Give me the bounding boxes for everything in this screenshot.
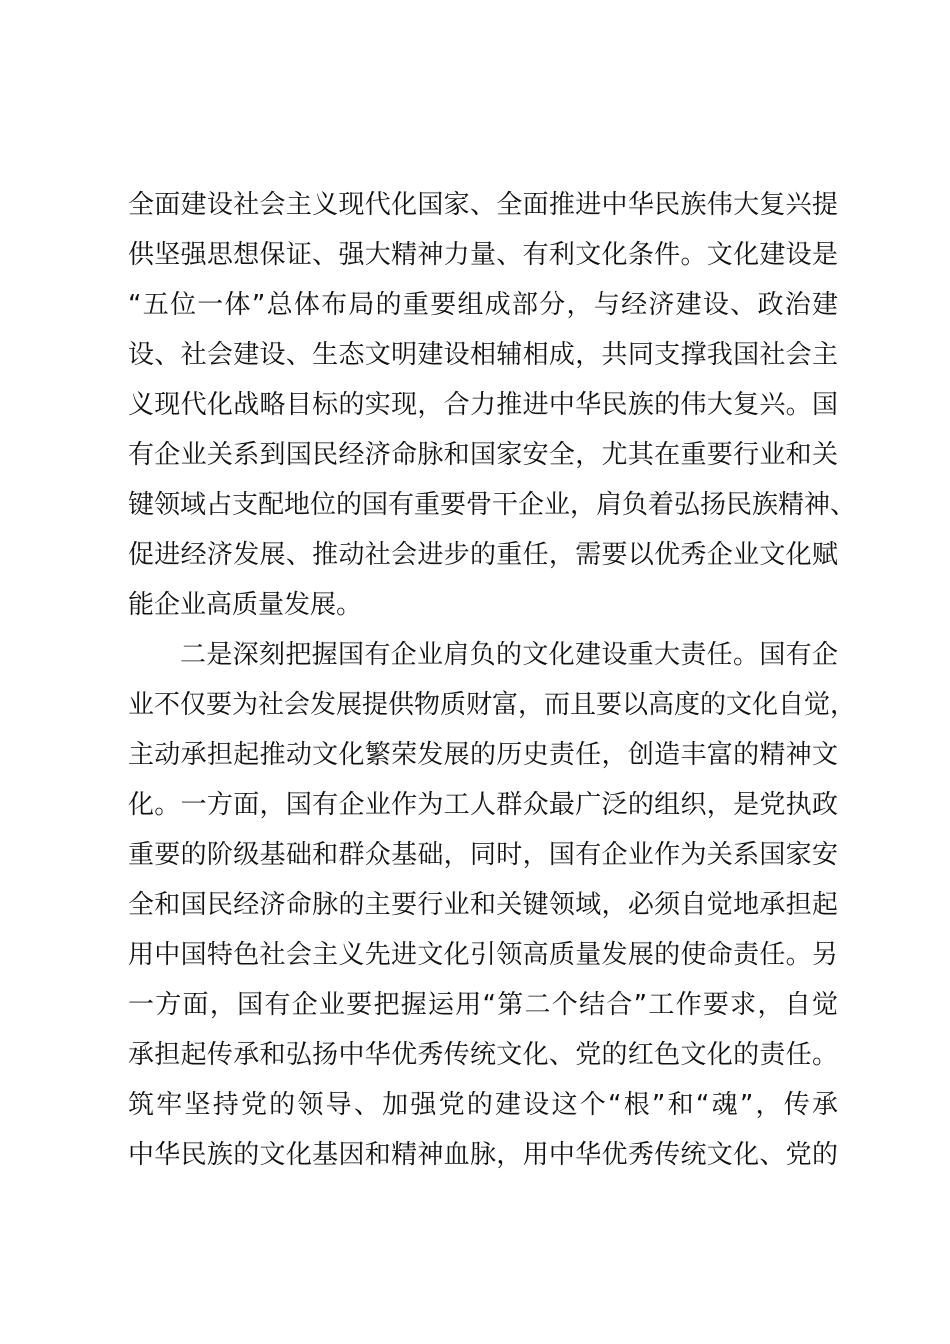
text-line: 用中国特色社会主义先进文化引领高质量发展的使命责任。另: [128, 940, 838, 970]
text-line: 义现代化战略目标的实现，合力推进中华民族的伟大复兴。国: [128, 390, 838, 420]
text-line: 全面建设社会主义现代化国家、全面推进中华民族伟大复兴提: [128, 190, 838, 220]
text-line: 能企业高质量发展。: [128, 590, 363, 620]
text-line: 设、社会建设、生态文明建设相辅相成，共同支撑我国社会主: [128, 340, 838, 370]
text-line: 化。一方面，国有企业作为工人群众最广泛的组织，是党执政: [128, 790, 838, 820]
text-line: 促进经济发展、推动社会进步的重任，需要以优秀企业文化赋: [128, 540, 838, 570]
text-line: 一方面，国有企业要把握运用“第二个结合”工作要求，自觉: [128, 990, 838, 1020]
text-line: 承担起传承和弘扬中华优秀传统文化、党的红色文化的责任。: [128, 1040, 838, 1070]
paragraph-heading-line: 二是深刻把握国有企业肩负的文化建设重大责任。国有企: [180, 640, 838, 670]
text-line: 供坚强思想保证、强大精神力量、有利文化条件。文化建设是: [128, 240, 838, 270]
text-line: 业不仅要为社会发展提供物质财富，而且要以高度的文化自觉，: [128, 690, 857, 720]
text-line: 键领域占支配地位的国有重要骨干企业，肩负着弘扬民族精神、: [128, 490, 857, 520]
text-line: 中华民族的文化基因和精神血脉，用中华优秀传统文化、党的: [128, 1140, 838, 1170]
text-line: “五位一体”总体布局的重要组成部分，与经济建设、政治建: [128, 290, 838, 320]
text-line: 主动承担起推动文化繁荣发展的历史责任，创造丰富的精神文: [128, 740, 838, 770]
text-line: 全和国民经济命脉的主要行业和关键领域，必须自觉地承担起: [128, 890, 838, 920]
text-line: 重要的阶级基础和群众基础，同时，国有企业作为关系国家安: [128, 840, 838, 870]
text-line: 筑牢坚持党的领导、加强党的建设这个“根”和“魂”，传承: [128, 1090, 838, 1120]
text-line: 有企业关系到国民经济命脉和国家安全，尤其在重要行业和关: [128, 440, 838, 470]
